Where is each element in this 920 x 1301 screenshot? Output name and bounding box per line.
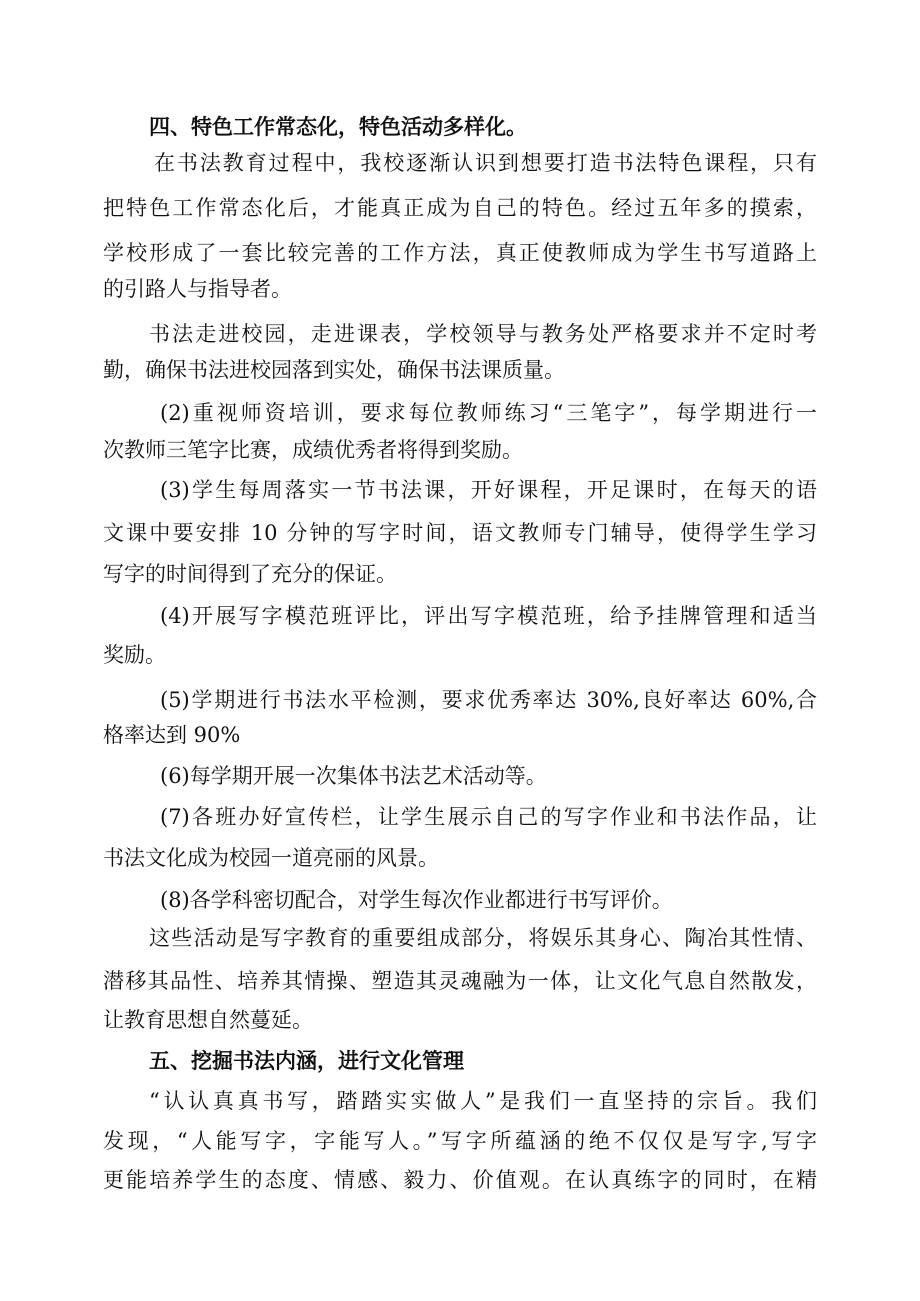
list-item-5: (5)学期进行书法水平检测，要求优秀率达 30%,良好率达 60%,合 xyxy=(160,688,817,712)
paragraph-line: 次教师三笔字比赛，成绩优秀者将得到奖励。 xyxy=(103,438,523,462)
list-item-6: (6)每学期开展一次集体书法艺术活动等。 xyxy=(160,764,547,788)
paragraph-line: 奖励。 xyxy=(103,643,166,667)
paragraph-line: 勤，确保书法进校园落到实处，确保书法课质量。 xyxy=(103,358,565,382)
paragraph-line: 在书法教育过程中，我校逐渐认识到想要打造书法特色课程，只有 xyxy=(154,151,817,175)
paragraph-line: 书法走进校园，走进课表，学校领导与教务处严格要求并不定时考 xyxy=(149,322,817,346)
paragraph-line: 把特色工作常态化后，才能真正成为自己的特色。经过五年多的摸索， xyxy=(103,196,817,220)
paragraph-line: 文课中要安排 10 分钟的写字时间，语文教师专门辅导，使得学生学习 xyxy=(103,521,817,545)
paragraph-line: 更能培养学生的态度、情感、毅力、价值观。在认真练字的同时，在精 xyxy=(103,1168,817,1192)
paragraph-line: 潜移其品性、培养其情操、塑造其灵魂融为一体，让文化气息自然散发， xyxy=(103,969,817,993)
paragraph-line: 这些活动是写字教育的重要组成部分，将娱乐其身心、陶冶其性情、 xyxy=(149,926,817,950)
paragraph-line: 写字的时间得到了充分的保证。 xyxy=(103,562,397,586)
list-item-3: (3)学生每周落实一节书法课，开好课程，开足课时，在每天的语 xyxy=(160,478,817,502)
paragraph-line: 发现，“人能写字，字能写人。”写字所蕴涵的绝不仅仅是写字,写字 xyxy=(103,1129,817,1153)
paragraph-line: 让教育思想自然蔓延。 xyxy=(103,1008,313,1032)
section-heading-5: 五、挖掘书法内涵，进行文化管理 xyxy=(149,1049,464,1073)
paragraph-line: 格率达到 90% xyxy=(103,723,241,747)
list-item-8: (8)各学科密切配合，对学生每次作业都进行书写评价。 xyxy=(160,888,673,912)
paragraph-line: 学校形成了一套比较完善的工作方法，真正使教师成为学生书写道路上 xyxy=(103,241,817,265)
list-item-4: (4)开展写字模范班评比，评出写字模范班，给予挂牌管理和适当 xyxy=(160,604,817,628)
section-heading-4: 四、特色工作常态化，特色活动多样化。 xyxy=(149,115,527,139)
paragraph-line: 书法文化成为校园一道亮丽的风景。 xyxy=(103,846,439,870)
paragraph-line: 的引路人与指导者。 xyxy=(103,277,292,301)
paragraph-line: “认认真真书写，踏踏实实做人”是我们一直坚持的宗旨。我们 xyxy=(149,1089,817,1113)
list-item-7: (7)各班办好宣传栏，让学生展示自己的写字作业和书法作品，让 xyxy=(160,805,817,829)
list-item-2: (2)重视师资培训，要求每位教师练习“三笔字”，每学期进行一 xyxy=(160,401,817,425)
